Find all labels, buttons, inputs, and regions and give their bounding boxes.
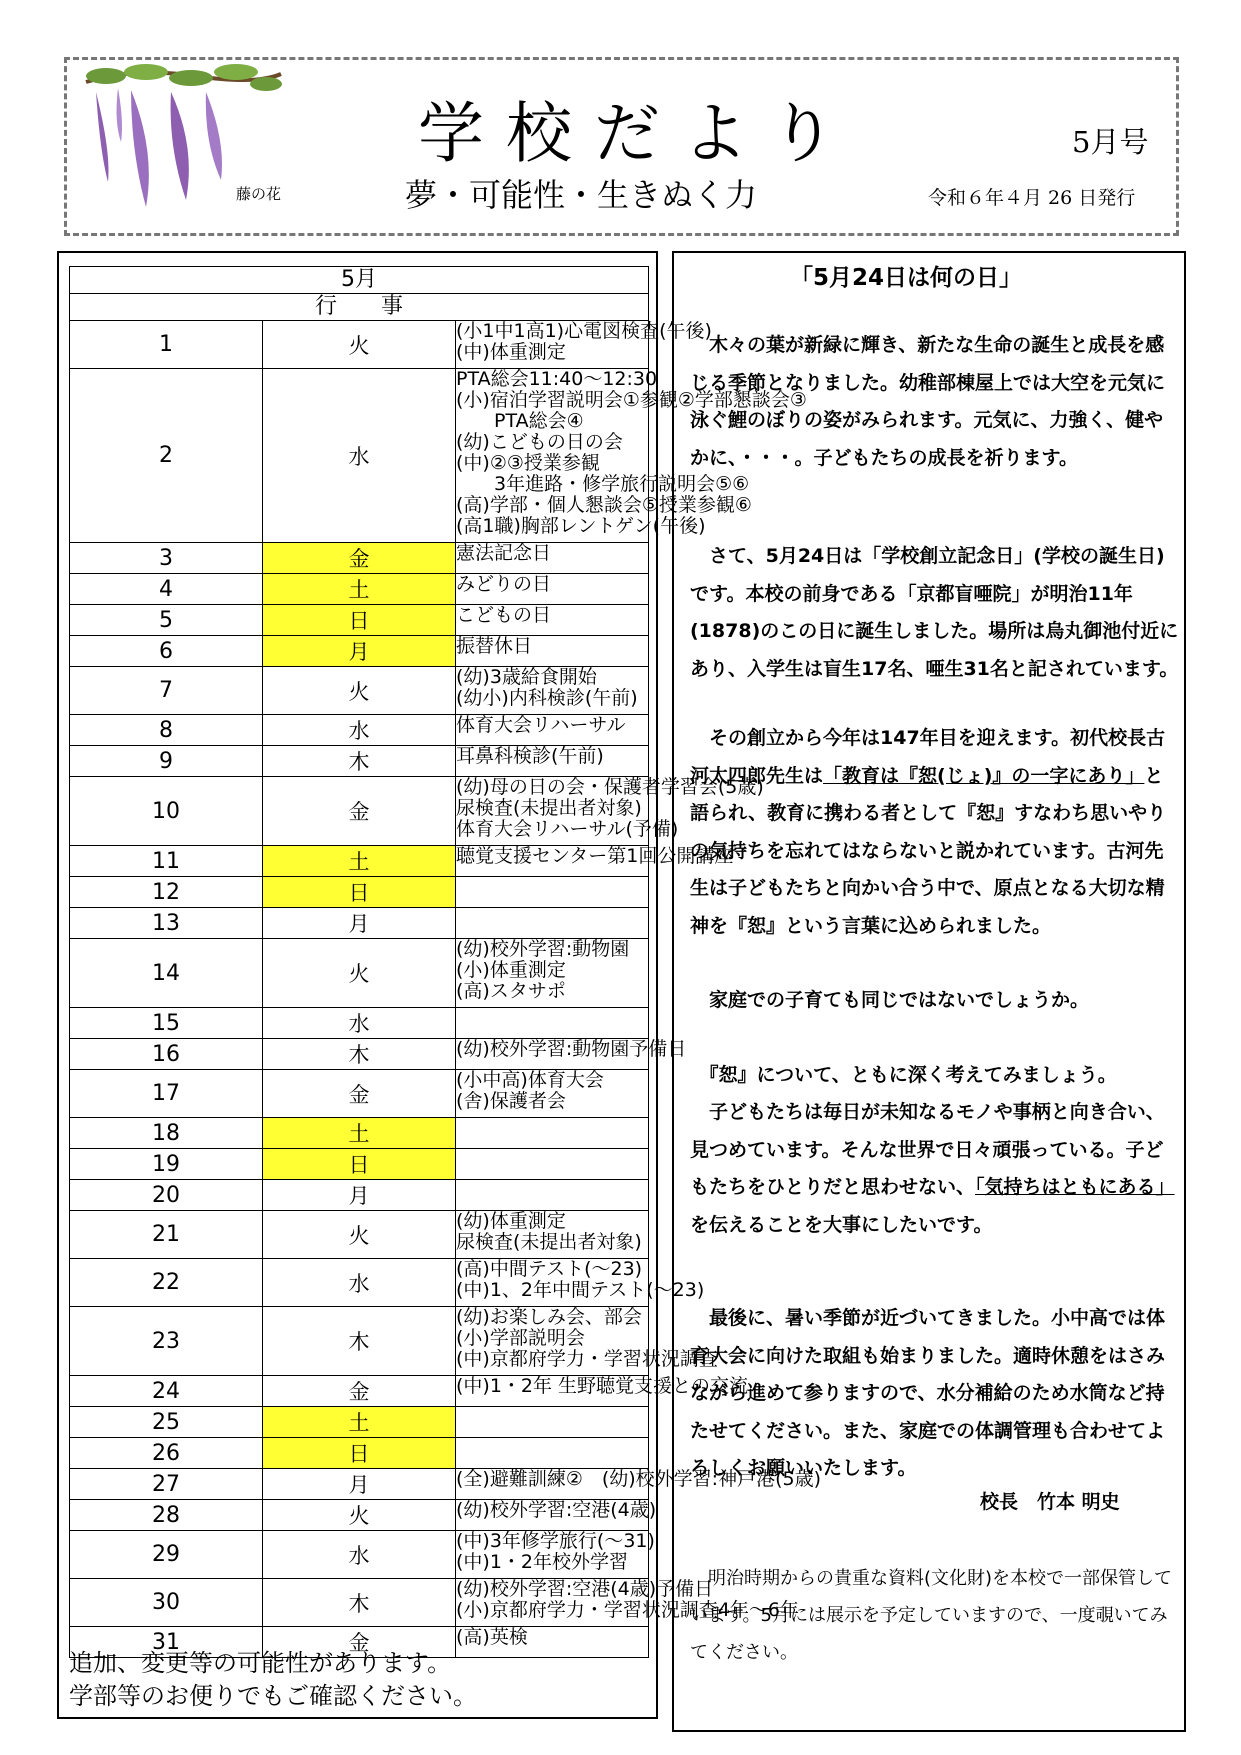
schedule-events [456, 1407, 649, 1438]
schedule-note [69, 1647, 477, 1713]
schedule-day: 12 [70, 877, 263, 908]
schedule-day: 30 [70, 1579, 263, 1627]
schedule-event: (小)体重測定 [456, 959, 566, 981]
schedule-day: 13 [70, 908, 263, 939]
schedule-event: (中)体重測定 [456, 341, 566, 363]
schedule-weekday: 土 [263, 574, 456, 605]
schedule-event: (舎)保護者会 [456, 1090, 566, 1112]
schedule-events [456, 605, 649, 636]
schedule-events [456, 1008, 649, 1039]
schedule-row [70, 1307, 649, 1376]
schedule-event: (高)学部・個人懇談会⑤授業参観⑥ [456, 494, 752, 516]
schedule-events [456, 1578, 800, 1627]
schedule-day: 14 [70, 939, 263, 1008]
article-text: と語られ、教育に携わる者として『恕』すなわち思いやりの気持ちを忘れてはならないと説かれています。古河先生は子どもたちと向かい合う中で、原点となる大切な精神を『恕』という言葉に込められました。 [690, 764, 1167, 937]
schedule-event: (中)1・2年校外学習 [456, 1551, 629, 1573]
schedule-event: 憲法記念日 [456, 542, 552, 564]
schedule-row [70, 369, 649, 543]
schedule-weekday: 木 [263, 746, 456, 777]
schedule-event: (小)京都府学力・学習状況調査4年～6年 [456, 1599, 800, 1621]
article-quote-underlined: 「気持ちはともにある」 [975, 1176, 1175, 1198]
schedule-day: 28 [70, 1500, 263, 1531]
schedule-events [456, 746, 649, 777]
schedule-event: (幼)こどもの日の会 [456, 431, 623, 453]
schedule-note-line: 学部等のお便りでもご確認ください。 [69, 1682, 477, 1710]
schedule-weekday: 金 [263, 1376, 456, 1407]
schedule-weekday: 火 [263, 321, 456, 369]
schedule-weekday: 土 [263, 846, 456, 877]
schedule-event: (小)学部説明会 [456, 1327, 585, 1349]
school-motto: 夢・可能性・生きぬく力 [405, 176, 758, 214]
issue-label: 5月号 [1072, 125, 1149, 159]
schedule-weekday: 火 [263, 667, 456, 715]
schedule-weekday: 日 [263, 877, 456, 908]
schedule-event: (中)②③授業参観 [456, 452, 600, 474]
schedule-weekday: 月 [263, 1180, 456, 1211]
schedule-row [70, 1531, 649, 1579]
schedule-row [70, 1211, 649, 1259]
schedule-weekday: 日 [263, 605, 456, 636]
schedule-events [456, 320, 712, 369]
schedule-events [456, 1468, 821, 1500]
flower-caption: 藤の花 [236, 185, 282, 203]
schedule-day: 22 [70, 1259, 263, 1307]
schedule-row [70, 1500, 649, 1531]
schedule-row [70, 1149, 649, 1180]
schedule-event: 聴覚支援センター第1回公開講座 [456, 845, 734, 867]
article-text: その創立から今年は147年目を迎えます。初代校長古河太四郎先生は [690, 727, 1166, 787]
schedule-day: 5 [70, 605, 263, 636]
schedule-event: 体育大会リハーサル [456, 714, 626, 736]
schedule-event: (中)3年修学旅行(～31) [456, 1530, 655, 1552]
schedule-row [70, 636, 649, 667]
schedule-event: (小中高)体育大会 [456, 1069, 604, 1091]
schedule-event: 尿検査(未提出者対象) [456, 1231, 642, 1253]
schedule-weekday: 水 [263, 1008, 456, 1039]
schedule-event: (中)1・2年 生野聴覚支援との交流 [456, 1375, 749, 1397]
schedule-event: 体育大会リハーサル(予備) [456, 818, 679, 840]
schedule-events [456, 1375, 749, 1407]
schedule-row [70, 1180, 649, 1211]
schedule-events [456, 715, 649, 746]
schedule-weekday: 月 [263, 908, 456, 939]
schedule-event: (全)避難訓練② (幼)校外学習:神戸港(5歳) [456, 1468, 821, 1490]
schedule-weekday: 日 [263, 1149, 456, 1180]
schedule-event: 振替休日 [456, 635, 533, 657]
schedule-weekday: 火 [263, 1500, 456, 1531]
article-text: 子どもたちは毎日が未知なるモノや事柄と向き合い、見つめています。そんな世界で日々頑張っている。子どもたちをひとりだと思わせない、 [690, 1101, 1165, 1198]
schedule-row [70, 715, 649, 746]
schedule-day: 18 [70, 1118, 263, 1149]
schedule-event: (高1職)胸部レントゲン(午後) [456, 515, 706, 537]
schedule-events [456, 574, 649, 605]
article-quote-underlined: 「教育は『恕(じょ)』の一字にあり」 [823, 764, 1145, 787]
schedule-row [70, 1259, 649, 1307]
schedule-row [70, 908, 649, 939]
schedule-event: (小)宿泊学習説明会①参観②学部懇談会③ [456, 389, 807, 411]
schedule-row [70, 1118, 649, 1149]
schedule-event: (幼)お楽しみ会、部会 [456, 1306, 642, 1328]
schedule-event: (高)中間テスト(～23) [456, 1258, 643, 1280]
schedule-day: 16 [70, 1039, 263, 1070]
schedule-weekday: 日 [263, 1438, 456, 1469]
signature: 校長 竹本 明史 [980, 1491, 1120, 1513]
schedule-event: (高)スタサポ [456, 980, 566, 1002]
schedule-day: 29 [70, 1531, 263, 1579]
schedule-weekday: 木 [263, 1039, 456, 1070]
schedule-day: 7 [70, 667, 263, 715]
schedule-weekday: 水 [263, 369, 456, 543]
schedule-events [456, 1180, 649, 1211]
schedule-events [456, 939, 649, 1008]
schedule-note-line: 追加、変更等の可能性があります。 [69, 1649, 452, 1677]
schedule-row [70, 746, 649, 777]
schedule-event: (小1中1高1)心電図検査(午後) [456, 320, 712, 342]
schedule-day: 1 [70, 321, 263, 369]
schedule-row [70, 543, 649, 574]
schedule-day: 11 [70, 846, 263, 877]
schedule-row [70, 1469, 649, 1500]
schedule-day: 4 [70, 574, 263, 605]
schedule-event: (幼小)内科検診(午前) [456, 687, 638, 709]
schedule-table [69, 266, 821, 1658]
schedule-day: 2 [70, 369, 263, 543]
schedule-day: 31 [70, 1627, 263, 1658]
schedule-event: (幼)母の日の会・保護者学習会(5歳) [456, 776, 764, 798]
schedule-events [456, 368, 807, 543]
schedule-weekday: 月 [263, 636, 456, 667]
schedule-event: (幼)3歳給食開始 [456, 666, 597, 688]
article-text: を伝えることを大事にしたいです。 [690, 1213, 993, 1236]
schedule-event: こどもの日 [456, 604, 552, 626]
article-paragraph: 木々の葉が新緑に輝き、新たな生命の誕生と成長を感じる季節となりました。幼稚部棟屋上では大空を元気に泳ぐ鯉のぼりの姿がみられます。元気に、力強く、健やかに、・・・。子どもたちの成長を祈ります。 [690, 334, 1166, 469]
schedule-event: (幼)校外学習:空港(4歳)予備日 [456, 1578, 714, 1600]
schedule-row [70, 1039, 649, 1070]
schedule-event: 尿検査(未提出者対象) [456, 797, 642, 819]
schedule-weekday: 金 [263, 543, 456, 574]
schedule-weekday: 水 [263, 715, 456, 746]
schedule-events [456, 636, 649, 667]
schedule-column-header: 行 事 [70, 294, 649, 321]
schedule-events [456, 1118, 649, 1149]
schedule-weekday: 木 [263, 1579, 456, 1627]
schedule-row [70, 1376, 649, 1407]
schedule-event: (高)英検 [456, 1626, 528, 1648]
article-paragraph [690, 1094, 1180, 1244]
schedule-event: (幼)校外学習:動物園予備日 [456, 1038, 687, 1060]
schedule-day: 25 [70, 1407, 263, 1438]
schedule-event: PTA総会④ [456, 410, 584, 432]
schedule-day: 9 [70, 746, 263, 777]
schedule-event: みどりの日 [456, 573, 552, 595]
schedule-day: 21 [70, 1211, 263, 1259]
schedule-weekday: 土 [263, 1118, 456, 1149]
schedule-events [456, 776, 764, 846]
schedule-row [70, 939, 649, 1008]
article-paragraph: 家庭での子育ても同じではないでしょうか。 [690, 989, 1090, 1011]
schedule-events [456, 543, 649, 574]
schedule-day: 3 [70, 543, 263, 574]
schedule-weekday: 水 [263, 1259, 456, 1307]
schedule-row [70, 1579, 649, 1627]
newsletter-title: 学校だより [418, 95, 858, 172]
schedule-row [70, 1407, 649, 1438]
schedule-events [456, 877, 649, 908]
schedule-weekday: 火 [263, 1211, 456, 1259]
schedule-day: 27 [70, 1469, 263, 1500]
schedule-events [456, 908, 649, 939]
schedule-row [70, 605, 649, 636]
schedule-day: 15 [70, 1008, 263, 1039]
article-paragraph [690, 720, 1180, 945]
schedule-row [70, 877, 649, 908]
schedule-events [456, 1149, 649, 1180]
schedule-events [456, 1258, 705, 1307]
schedule-row [70, 321, 649, 369]
schedule-day: 26 [70, 1438, 263, 1469]
schedule-day: 10 [70, 777, 263, 846]
schedule-day: 17 [70, 1070, 263, 1118]
schedule-row [70, 667, 649, 715]
schedule-event: 耳鼻科検診(午前) [456, 745, 604, 767]
schedule-event: 3年進路・修学旅行説明会⑤⑥ [456, 473, 750, 495]
schedule-events [456, 845, 734, 877]
schedule-event: (幼)校外学習:動物園 [456, 938, 630, 960]
schedule-events [456, 667, 649, 715]
schedule-day: 19 [70, 1149, 263, 1180]
schedule-events [456, 1070, 649, 1118]
schedule-events [456, 1306, 718, 1376]
schedule-day: 24 [70, 1376, 263, 1407]
schedule-day: 20 [70, 1180, 263, 1211]
schedule-weekday: 火 [263, 939, 456, 1008]
schedule-event: PTA総会11:40～12:30 [456, 368, 658, 390]
schedule-weekday: 月 [263, 1469, 456, 1500]
article-paragraph: さて、5月24日は「学校創立記念日」(学校の誕生日)です。本校の前身である「京都盲唖院」が明治11年(1878)のこの日に誕生しました。場所は烏丸御池付近にあり、入学生は盲生17名、唖生31名と記されています。 [690, 545, 1179, 680]
schedule-weekday: 土 [263, 1407, 456, 1438]
issue-date: 令和６年４月 26 日発行 [928, 187, 1136, 209]
schedule-weekday: 金 [263, 777, 456, 846]
schedule-events [456, 1499, 657, 1531]
schedule-event: (中)1、2年中間テスト(～23) [456, 1279, 705, 1301]
schedule-event: (中)京都府学力・学習状況調査 [456, 1348, 718, 1370]
schedule-day: 8 [70, 715, 263, 746]
schedule-row [70, 846, 649, 877]
schedule-events [456, 1438, 649, 1469]
schedule-weekday: 水 [263, 1531, 456, 1579]
schedule-month: 5月 [70, 267, 649, 294]
article-title: 「5月24日は何の日」 [790, 265, 1023, 291]
footnote: 明治時期からの貴重な資料(文化財)を本校で一部保管しています。5月には展示を予定していますので、一度覗いてみてください。 [690, 1568, 1173, 1663]
schedule-day: 6 [70, 636, 263, 667]
schedule-events [456, 1211, 649, 1259]
article-paragraph: 最後に、暑い季節が近づいてきました。小中高では体育大会に向けた取組も始まりました。適時休憩をはさみながら進めて参りますので、水分補給のため水筒など持たせてください。また、家庭での体調管理も合わせてよろしくお願いいたします。 [690, 1307, 1166, 1479]
schedule-events [456, 1627, 649, 1658]
article-paragraph: 『恕』について、ともに深く考えてみましょう。 [690, 1064, 1117, 1086]
schedule-weekday: 木 [263, 1307, 456, 1376]
schedule-row [70, 1438, 649, 1469]
schedule-events [456, 1038, 687, 1070]
schedule-row [70, 574, 649, 605]
schedule-row [70, 1008, 649, 1039]
schedule-weekday: 金 [263, 1070, 456, 1118]
schedule-events [456, 1530, 655, 1579]
schedule-day: 23 [70, 1307, 263, 1376]
schedule-row [70, 1070, 649, 1118]
schedule-row [70, 777, 649, 846]
schedule-event: (幼)校外学習:空港(4歳) [456, 1499, 657, 1521]
schedule-weekday: 金 [263, 1627, 456, 1658]
schedule-event: (幼)体重測定 [456, 1210, 566, 1232]
